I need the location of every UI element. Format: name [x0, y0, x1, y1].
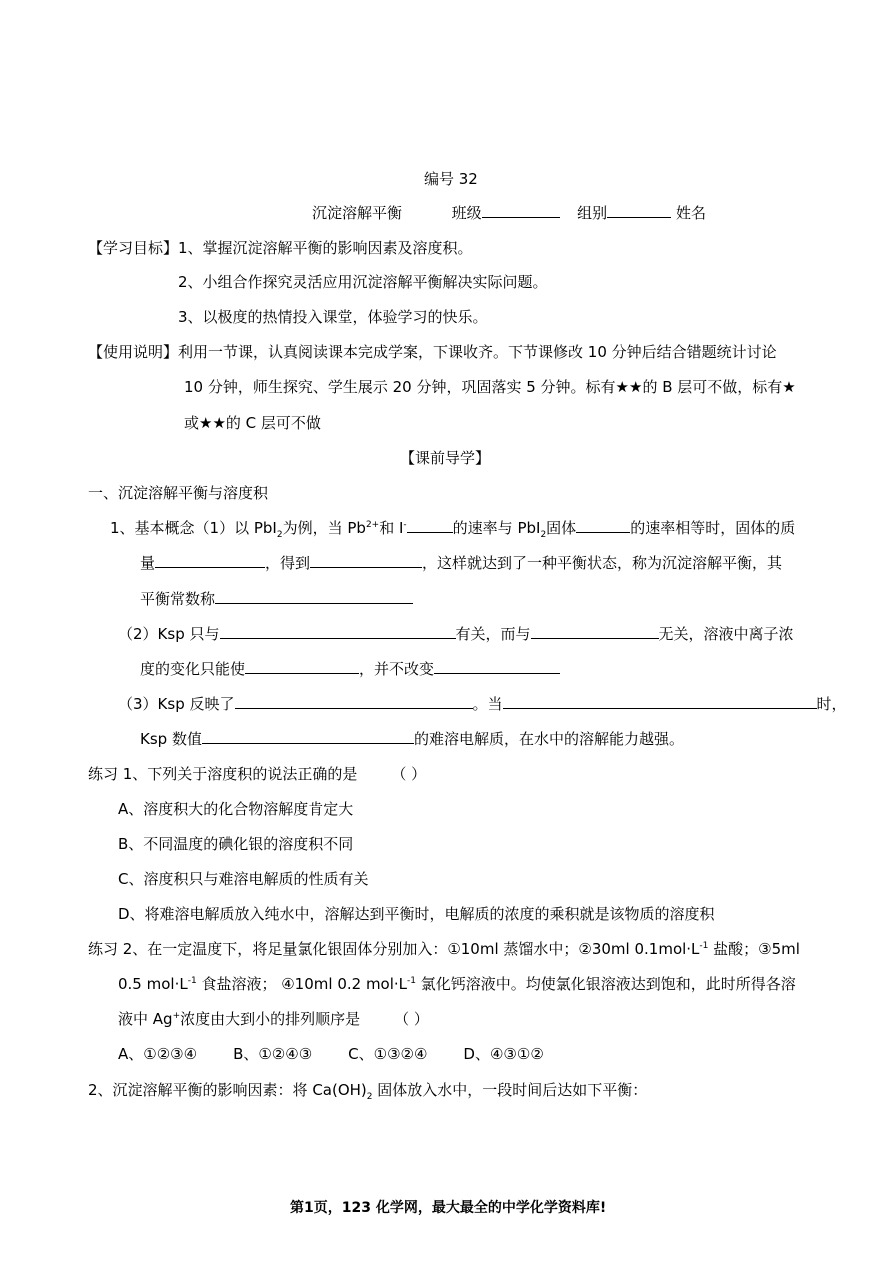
text: 的难溶电解质，在水中的溶解能力越强。 — [413, 730, 684, 748]
exercise2-line-1: 练习 2、在一定温度下，将足量氯化银固体分别加入：①10ml 蒸馏水中；②30ml $0.1mol\cdot L^{-1}$ 盐酸；③5ml — [88, 940, 800, 958]
text: 量 — [140, 554, 156, 572]
exercise1-option-b[interactable]: B、不同温度的碘化银的溶度积不同 — [118, 835, 354, 853]
exercise1-option-c[interactable]: C、溶度积只与难溶电解质的性质有关 — [118, 870, 369, 888]
answer-blank[interactable] — [155, 553, 265, 568]
section-title: 【课前导学】 — [400, 449, 491, 467]
exercise2-option-c[interactable]: C、①③②④ — [348, 1045, 428, 1063]
group-label: 组别 — [577, 204, 608, 222]
objective-item: 1、掌握沉淀溶解平衡的影响因素及溶度积。 — [178, 239, 473, 257]
answer-paren[interactable]: （ ） — [391, 765, 427, 783]
exercise1-stem — [88, 764, 426, 784]
part1-title: 一、沉淀溶解平衡与溶度积 — [88, 484, 269, 502]
exercise1-option-a[interactable]: A、溶度积大的化合物溶解度肯定大 — [118, 800, 354, 818]
name-label: 姓名 — [675, 204, 706, 222]
class-label: 班级 — [451, 204, 482, 222]
answer-blank[interactable] — [576, 518, 630, 533]
text: Ksp 数值 — [140, 730, 202, 748]
concept-line-4 — [118, 624, 794, 644]
text: 度的变化只能使 — [140, 660, 246, 678]
objectives-label: 【学习目标】 — [88, 239, 179, 257]
exercise2-option-d[interactable]: D、④③①② — [463, 1045, 544, 1063]
instructions-label: 【使用说明】 — [88, 343, 179, 361]
text: 练习 1、下列关于溶度积的说法正确的是 — [88, 765, 358, 783]
instructions-text: 利用一节课，认真阅读课本完成学案，下课收齐。下节课修改 10 分钟后结合错题统计讨论 — [178, 343, 777, 361]
objective-item: 2、小组合作探究灵活应用沉淀溶解平衡解决实际问题。 — [178, 273, 548, 291]
text: ，得到 — [265, 554, 311, 572]
text: 的速率与 PbI — [452, 519, 541, 537]
text: 盐酸；③5ml — [708, 940, 800, 958]
exercise1-option-d[interactable]: D、将难溶电解质放入纯水中，溶解达到平衡时，电解质的浓度的乘积就是该物质的溶度积 — [118, 905, 715, 923]
concept-line-1: 1、基本概念（1）以 PbI$_2$为例，当 $Pb^{2+}$和 I- 的速率与 PbI$_2$固体 的速率相等时，固体的质 — [110, 519, 796, 540]
concept-line-2 — [140, 553, 782, 573]
exercise2-option-a[interactable]: A、①②③④ — [118, 1045, 198, 1063]
answer-blank[interactable] — [407, 518, 453, 533]
text: 0.5 mol·L — [118, 975, 188, 993]
answer-blank[interactable] — [202, 729, 414, 744]
text: 练习 2、在一定温度下，将足量氯化银固体分别加入：①10ml 蒸馏水中；②30ml 0.1mol·L — [88, 940, 700, 958]
text: 平衡常数称 — [140, 590, 216, 608]
text: （2）Ksp 只与 — [118, 625, 220, 643]
text: 固体放入水中，一段时间后达如下平衡： — [372, 1081, 648, 1099]
document-number: 编号 32 — [424, 170, 478, 188]
text: 2、沉淀溶解平衡的影响因素：将 Ca(OH) — [88, 1081, 367, 1099]
answer-blank[interactable] — [245, 659, 359, 674]
answer-blank[interactable] — [220, 624, 456, 639]
exercise2-line-3: 液中 Ag+浓度由大到小的排列顺序是 （ ） — [118, 1010, 429, 1028]
group-blank[interactable] — [607, 203, 671, 218]
topic-title: 沉淀溶解平衡 — [312, 204, 403, 222]
part2-title: 2、沉淀溶解平衡的影响因素：将 $Ca(OH)_2$ 固体放入水中，一段时间后达如下平衡： — [88, 1081, 648, 1102]
text: 和 I — [379, 519, 404, 537]
text: 1、基本概念（1）以 PbI — [110, 519, 277, 537]
text: 时， — [816, 695, 847, 713]
concept-line-3 — [140, 589, 413, 609]
text: 食盐溶液； ④10ml 0.2 mol·L — [196, 975, 408, 993]
text: 。当 — [472, 695, 503, 713]
answer-blank[interactable] — [235, 694, 473, 709]
text: ，这样就达到了一种平衡状态，称为沉淀溶解平衡，其 — [422, 554, 783, 572]
text: 有关，而与 — [455, 625, 531, 643]
instructions-line-1 — [88, 342, 777, 362]
concept-line-7 — [140, 729, 684, 749]
answer-blank[interactable] — [531, 624, 659, 639]
text: ，并不改变 — [359, 660, 435, 678]
exercise2-option-b[interactable]: B、①②④③ — [233, 1045, 313, 1063]
answer-blank[interactable] — [503, 694, 817, 709]
objective-item: 3、以极度的热情投入课堂，体验学习的快乐。 — [178, 308, 488, 326]
answer-paren[interactable]: （ ） — [394, 1010, 429, 1028]
text: 液中 Ag — [118, 1010, 173, 1028]
header-line — [312, 203, 706, 223]
instructions-line-3: 或★★的 C 层可不做 — [184, 414, 321, 432]
answer-blank[interactable] — [310, 553, 422, 568]
text: 浓度由大到小的排列顺序是 — [180, 1010, 361, 1028]
answer-blank[interactable] — [215, 589, 413, 604]
text: 无关，溶液中离子浓 — [658, 625, 794, 643]
page-footer: 第1页，123 化学网，最大最全的中学化学资料库! — [290, 1200, 607, 1216]
exercise2-line-2: 0.5 $mol\cdot L^{-1}$ 食盐溶液； ④10ml 0.2 $mol\cdot L^{-1}$ 氯化钙溶液中。均使氯化银溶液达到饱和，此时所得各溶 — [118, 975, 796, 993]
objectives-line-1 — [88, 238, 473, 258]
answer-blank[interactable] — [434, 659, 560, 674]
class-blank[interactable] — [482, 203, 560, 218]
text: （3）Ksp 反映了 — [118, 695, 235, 713]
exercise2-options — [118, 1044, 544, 1064]
text: 为例，当 Pb — [282, 519, 366, 537]
text: 氯化钙溶液中。均使氯化银溶液达到饱和，此时所得各溶 — [416, 975, 796, 993]
text: 的速率相等时，固体的质 — [630, 519, 796, 537]
text: 固体 — [546, 519, 577, 537]
concept-line-5 — [140, 659, 560, 679]
concept-line-6 — [118, 694, 847, 714]
instructions-line-2: 10 分钟，师生探究、学生展示 20 分钟，巩固落实 5 分钟。标有★★的 B 层可不做，标有★ — [184, 378, 796, 396]
